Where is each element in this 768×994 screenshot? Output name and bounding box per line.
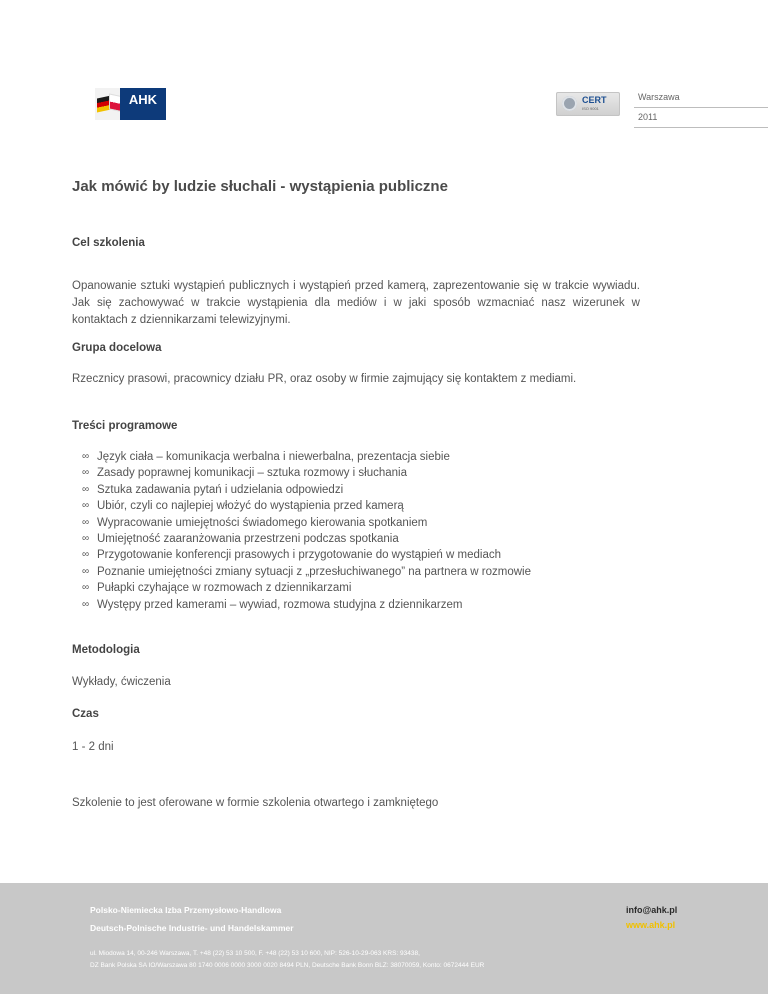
bullet-icon: ∞ bbox=[82, 451, 90, 462]
list-item: ∞ Pułapki czyhające w rozmowach z dziennikarzami bbox=[82, 582, 352, 595]
footer-address: ul. Miodowa 14, 00-246 Warszawa, T. +48 (22) 53 10 500, F. +48 (22) 53 10 600, NIP: 526-10-29-063 KRS: 93438, bbox=[90, 950, 420, 957]
footer-website-link[interactable]: www.ahk.pl bbox=[626, 920, 676, 930]
logo-text: AHK bbox=[120, 88, 166, 120]
list-item: ∞ Zasady poprawnej komunikacji – sztuka rozmowy i słuchania bbox=[82, 467, 408, 480]
list-item: ∞ Wypracowanie umiejętności świadomego kierowania spotkaniem bbox=[82, 516, 428, 529]
cert-sub: ISO 9001 bbox=[582, 106, 599, 111]
footer-org-de: Deutsch-Polnische Industrie- und Handelskammer bbox=[90, 923, 294, 933]
cert-badge bbox=[556, 92, 620, 116]
bullet-icon: ∞ bbox=[82, 532, 90, 544]
bullet-icon: ∞ bbox=[82, 582, 90, 594]
header-city: Warszawa bbox=[638, 92, 680, 102]
cert-text: CERT bbox=[582, 95, 607, 105]
header-divider bbox=[634, 127, 768, 128]
list-item: ∞ Ubiór, czyli co najlepiej włożyć do wystąpienia przed kamerą bbox=[82, 500, 404, 513]
list-item: ∞ Poznanie umiejętności zmiany sytuacji z „przesłuchiwanego” na partnera w rozmowie bbox=[82, 565, 532, 578]
ahk-logo bbox=[95, 88, 166, 120]
bullet-icon: ∞ bbox=[82, 598, 90, 610]
section-heading-tresci: Treści programowe bbox=[72, 420, 178, 432]
bullet-icon: ∞ bbox=[82, 500, 90, 512]
bullet-icon: ∞ bbox=[82, 467, 90, 479]
bullet-icon: ∞ bbox=[82, 549, 90, 561]
footer-org-pl: Polsko-Niemiecka Izba Przemysłowo-Handlowa bbox=[90, 905, 282, 915]
program-list bbox=[72, 449, 531, 613]
section-text-cel: Opanowanie sztuki wystąpień publicznych i wystąpień przed kamerą, zaprezentowanie się w trakcie wywiadu. Jak się zachowywać w trakcie wystąpienia dla mediów i w jaki sposób wzmacniać nasz wizerunek w kontaktach z dziennikarzami telewizyjnymi. bbox=[72, 280, 640, 326]
page-footer bbox=[0, 883, 768, 994]
section-heading-czas: Czas bbox=[72, 708, 99, 720]
section-heading-metodologia: Metodologia bbox=[72, 644, 140, 656]
flags-icon bbox=[95, 88, 123, 120]
section-heading-grupa: Grupa docelowa bbox=[72, 342, 162, 354]
section-text-grupa: Rzecznicy prasowi, pracownicy działu PR, oraz osoby w firmie zajmujący się kontaktem z mediami. bbox=[72, 373, 577, 385]
list-item: ∞ Występy przed kamerami – wywiad, rozmowa studyjna z dziennikarzem bbox=[82, 598, 463, 611]
bullet-icon: ∞ bbox=[82, 483, 90, 495]
list-item: ∞ Język ciała – komunikacja werbalna i niewerbalna, prezentacja siebie bbox=[82, 451, 450, 463]
list-item: ∞ Sztuka zadawania pytań i udzielania odpowiedzi bbox=[82, 483, 344, 496]
section-text-metodologia: Wykłady, ćwiczenia bbox=[72, 676, 171, 688]
footer-bank: DZ Bank Polska SA IO/Warszawa 80 1740 0006 0000 3000 0020 8494 PLN, Deutsche Bank Bonn BLZ: 38070059, Konto: 0672444 EUR bbox=[90, 962, 485, 969]
header-divider bbox=[634, 107, 768, 108]
bullet-icon: ∞ bbox=[82, 516, 90, 528]
section-heading-cel: Cel szkolenia bbox=[72, 237, 145, 249]
footer-email-link[interactable]: info@ahk.pl bbox=[626, 905, 678, 915]
closing-text: Szkolenie to jest oferowane w formie szkolenia otwartego i zamkniętego bbox=[72, 797, 439, 809]
section-text-czas: 1 - 2 dni bbox=[72, 741, 114, 753]
header-year: 2011 bbox=[638, 112, 658, 122]
bullet-icon: ∞ bbox=[82, 565, 90, 577]
seal-icon bbox=[562, 96, 577, 111]
list-item: ∞ Umiejętność zaaranżowania przestrzeni podczas spotkania bbox=[82, 532, 399, 545]
list-item: ∞ Przygotowanie konferencji prasowych i przygotowanie do wystąpień w mediach bbox=[82, 549, 501, 562]
document-title: Jak mówić by ludzie słuchali - wystąpienia publiczne bbox=[72, 178, 448, 195]
